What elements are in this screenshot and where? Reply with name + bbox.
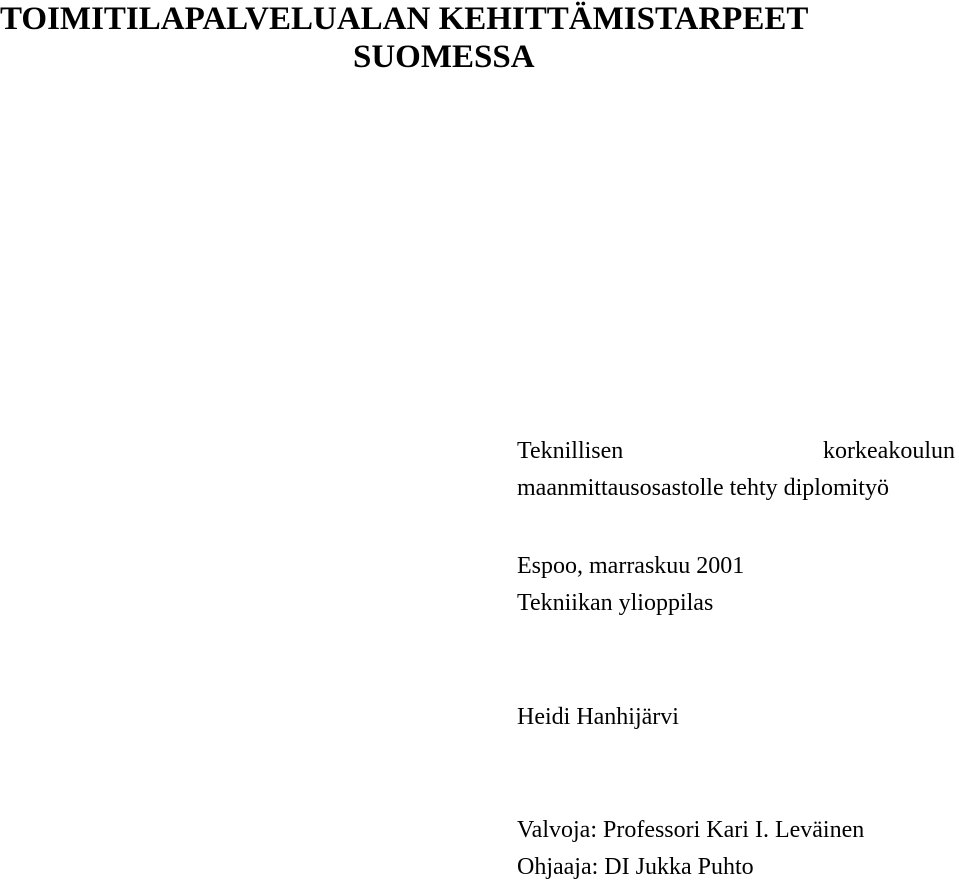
- author: [517, 699, 679, 736]
- thesis-line-1: [517, 433, 955, 470]
- supervision: [517, 812, 864, 886]
- document-title: [0, 0, 959, 76]
- title-line-1: TOIMITILAPALVELUALAN KEHITTÄMISTARPEET: [0, 1, 809, 37]
- title-line-2: SUOMESSA: [353, 39, 535, 75]
- thesis-line-2: maanmittausosastolle tehty diplomityö: [517, 475, 889, 501]
- author-status: Tekniikan ylioppilas: [517, 590, 714, 616]
- instructor: Ohjaaja: DI Jukka Puhto: [517, 854, 754, 880]
- place-date: Espoo, marraskuu 2001: [517, 553, 745, 579]
- author-name: Heidi Hanhijärvi: [517, 704, 679, 730]
- supervisor: Valvoja: Professori Kari I. Leväinen: [517, 817, 865, 843]
- thesis-word-university: Teknillisen: [517, 438, 624, 464]
- thesis-description: [517, 433, 955, 507]
- thesis-word-school: korkeakoulun: [823, 438, 955, 464]
- place-and-status: [517, 548, 744, 622]
